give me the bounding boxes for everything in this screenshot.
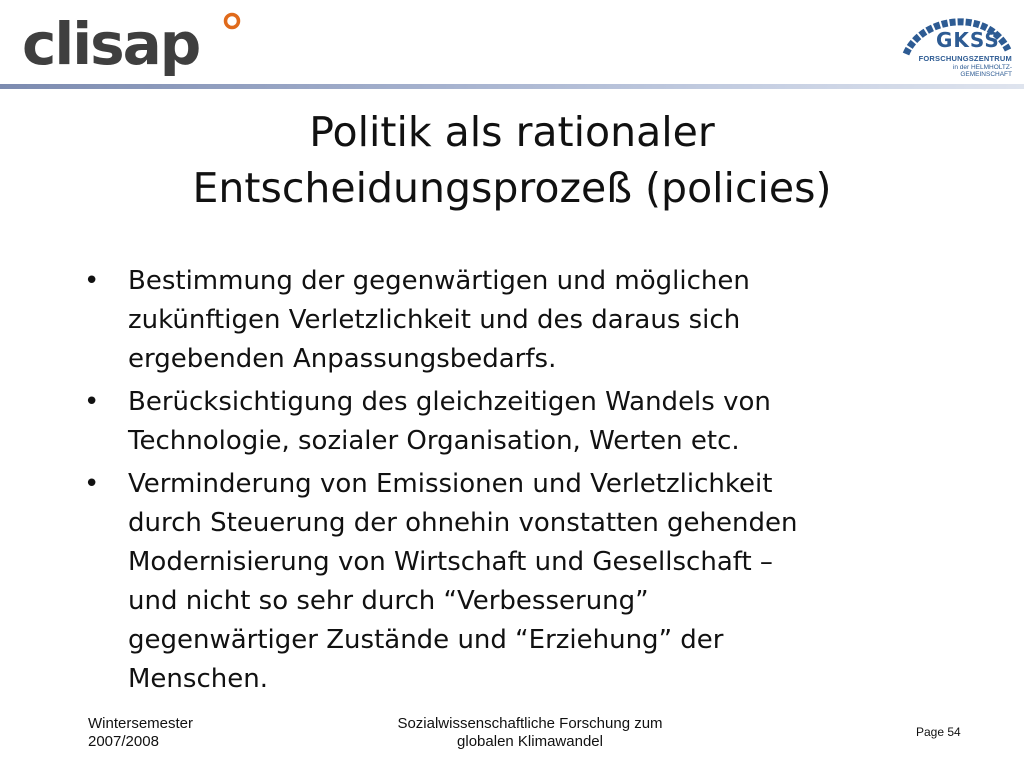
gkss-logo-name: GKSS	[936, 28, 1000, 52]
clisap-logo	[18, 8, 250, 76]
clisap-logo-ring-icon	[226, 15, 239, 28]
bullet-marker: •	[84, 266, 100, 296]
bullet-line: Technologie, sozialer Organisation, Werten etc.	[128, 426, 740, 456]
footer-semester	[88, 715, 193, 751]
footer-course-line-1: Sozialwissenschaftliche Forschung zum	[397, 715, 663, 732]
footer-course-title	[360, 715, 700, 751]
page-number: Page 54	[916, 725, 961, 739]
footer-course-line-2: globalen Klimawandel	[457, 733, 603, 750]
slide-title	[60, 104, 964, 216]
bullet-line: Berücksichtigung des gleichzeitigen Wandels von	[128, 387, 771, 417]
bullet-line: ergebenden Anpassungsbedarfs.	[128, 344, 557, 374]
bullet-item	[84, 262, 954, 379]
slide-title-line-1: Politik als rationaler	[309, 108, 715, 156]
bullet-line: Modernisierung von Wirtschaft und Gesellschaft –	[128, 547, 773, 577]
bullet-marker: •	[84, 387, 100, 417]
bullet-line: gegenwärtiger Zustände und “Erziehung” der	[128, 625, 724, 655]
bullet-line: Bestimmung der gegenwärtigen und möglichen	[128, 266, 750, 296]
bullet-line: Menschen.	[128, 664, 268, 694]
bullet-line: und nicht so sehr durch “Verbesserung”	[128, 586, 649, 616]
bullet-list	[84, 262, 954, 703]
bullet-line: zukünftigen Verletzlichkeit und des daraus sich	[128, 305, 741, 335]
slide-title-line-2: Entscheidungsprozeß (policies)	[192, 164, 832, 212]
gkss-logo-affiliation: in der HELMHOLTZ-GEMEINSCHAFT	[952, 64, 1012, 78]
bullet-item	[84, 465, 954, 699]
footer-semester-line-1: Wintersemester	[88, 715, 194, 732]
bullet-marker: •	[84, 469, 100, 499]
gkss-logo-subtitle: FORSCHUNGSZENTRUM	[918, 54, 1012, 63]
clisap-logo-text: clisap	[22, 10, 200, 76]
footer-semester-line-2: 2007/2008	[88, 733, 159, 750]
header-divider	[0, 84, 1024, 89]
bullet-line: durch Steuerung der ohnehin vonstatten gehenden	[128, 508, 798, 538]
bullet-item	[84, 383, 954, 461]
bullet-line: Verminderung von Emissionen und Verletzlichkeit	[128, 469, 773, 499]
